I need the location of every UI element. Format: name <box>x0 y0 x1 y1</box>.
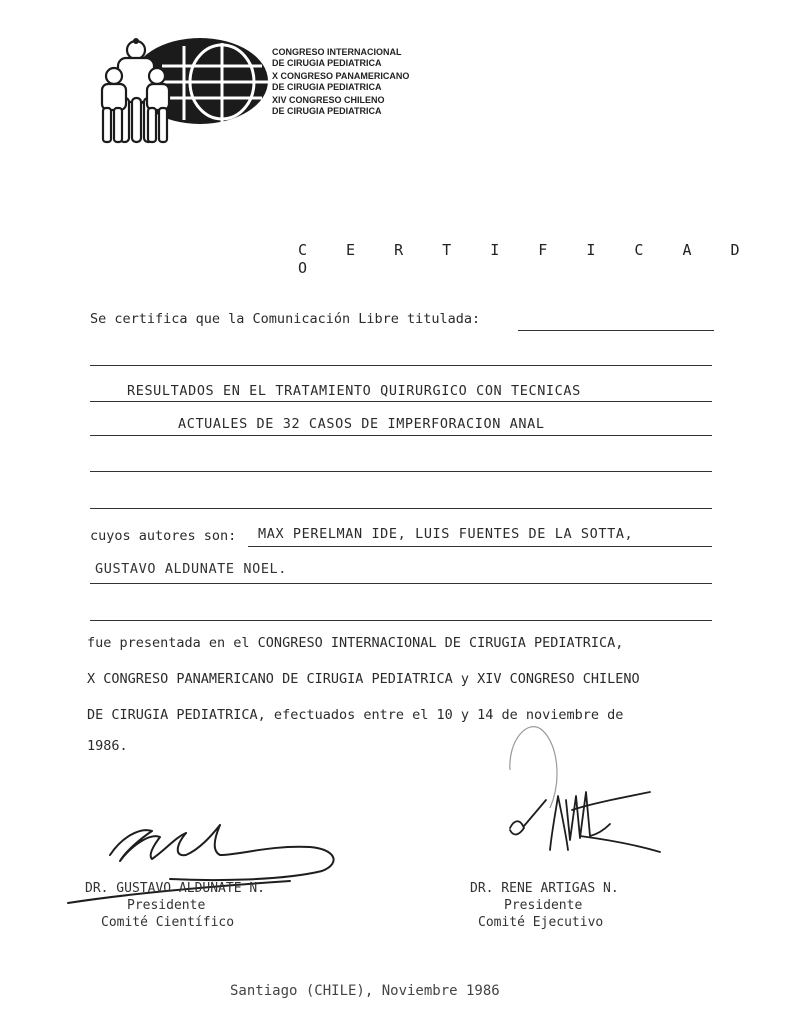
authors-line-2: GUSTAVO ALDUNATE NOEL. <box>95 561 288 577</box>
org-line: CONGRESO INTERNACIONAL <box>272 47 402 57</box>
right-signatory-name: DR. RENE ARTIGAS N. <box>470 881 619 896</box>
fill-line <box>90 365 712 366</box>
org-line: DE CIRUGIA PEDIATRICA <box>272 81 382 92</box>
right-signatory-committee: Comité Ejecutivo <box>478 915 604 930</box>
fill-line <box>90 471 712 472</box>
authors-label: cuyos autores son: <box>90 528 237 544</box>
fill-line <box>90 583 712 584</box>
org-line: DE CIRUGIA PEDIATRICA <box>272 105 382 116</box>
body-line-2: X CONGRESO PANAMERICANO DE CIRUGIA PEDIATRICA y XIV CONGRESO CHILENO <box>87 671 640 687</box>
left-signatory-role: Presidente <box>127 898 206 913</box>
body-line-1: fue presentada en el CONGRESO INTERNACIONAL DE CIRUGIA PEDIATRICA, <box>87 635 624 651</box>
org-line: DE CIRUGIA PEDIATRICA <box>272 57 382 68</box>
right-handwritten-signature <box>480 700 670 840</box>
intro-text: Se certifica que la Comunicación Libre titulada: <box>90 311 481 327</box>
fill-line <box>518 330 714 331</box>
body-line-4: 1986. <box>87 738 128 754</box>
right-signatory-role: Presidente <box>504 898 583 913</box>
work-title-line-2: ACTUALES DE 32 CASOS DE IMPERFORACION ANAL <box>178 416 545 432</box>
certificate-title: C E R T I F I C A D O <box>298 241 755 277</box>
fill-line <box>90 508 712 509</box>
authors-line-1: MAX PERELMAN IDE, LUIS FUENTES DE LA SOTTA, <box>258 526 634 542</box>
organizer-names <box>272 47 472 119</box>
work-title-line-1: RESULTADOS EN EL TRATAMIENTO QUIRURGICO CON TECNICAS <box>127 383 581 399</box>
fill-line <box>90 435 712 436</box>
left-signatory-committee: Comité Científico <box>101 915 235 930</box>
fill-line <box>90 401 712 402</box>
org-line: XIV CONGRESO CHILENO <box>272 95 385 105</box>
fill-line <box>90 620 712 621</box>
right-signatory <box>470 880 619 931</box>
left-signatory <box>85 880 265 931</box>
body-line-3: DE CIRUGIA PEDIATRICA, efectuados entre el 10 y 14 de noviembre de <box>87 707 624 723</box>
congress-logo <box>92 36 268 146</box>
place-date: Santiago (CHILE), Noviembre 1986 <box>230 983 500 999</box>
left-signatory-name: DR. GUSTAVO ALDUNATE N. <box>85 881 266 896</box>
fill-line <box>248 546 712 547</box>
org-line: X CONGRESO PANAMERICANO <box>272 71 410 81</box>
congress-logo-globe-family-icon <box>92 36 268 146</box>
